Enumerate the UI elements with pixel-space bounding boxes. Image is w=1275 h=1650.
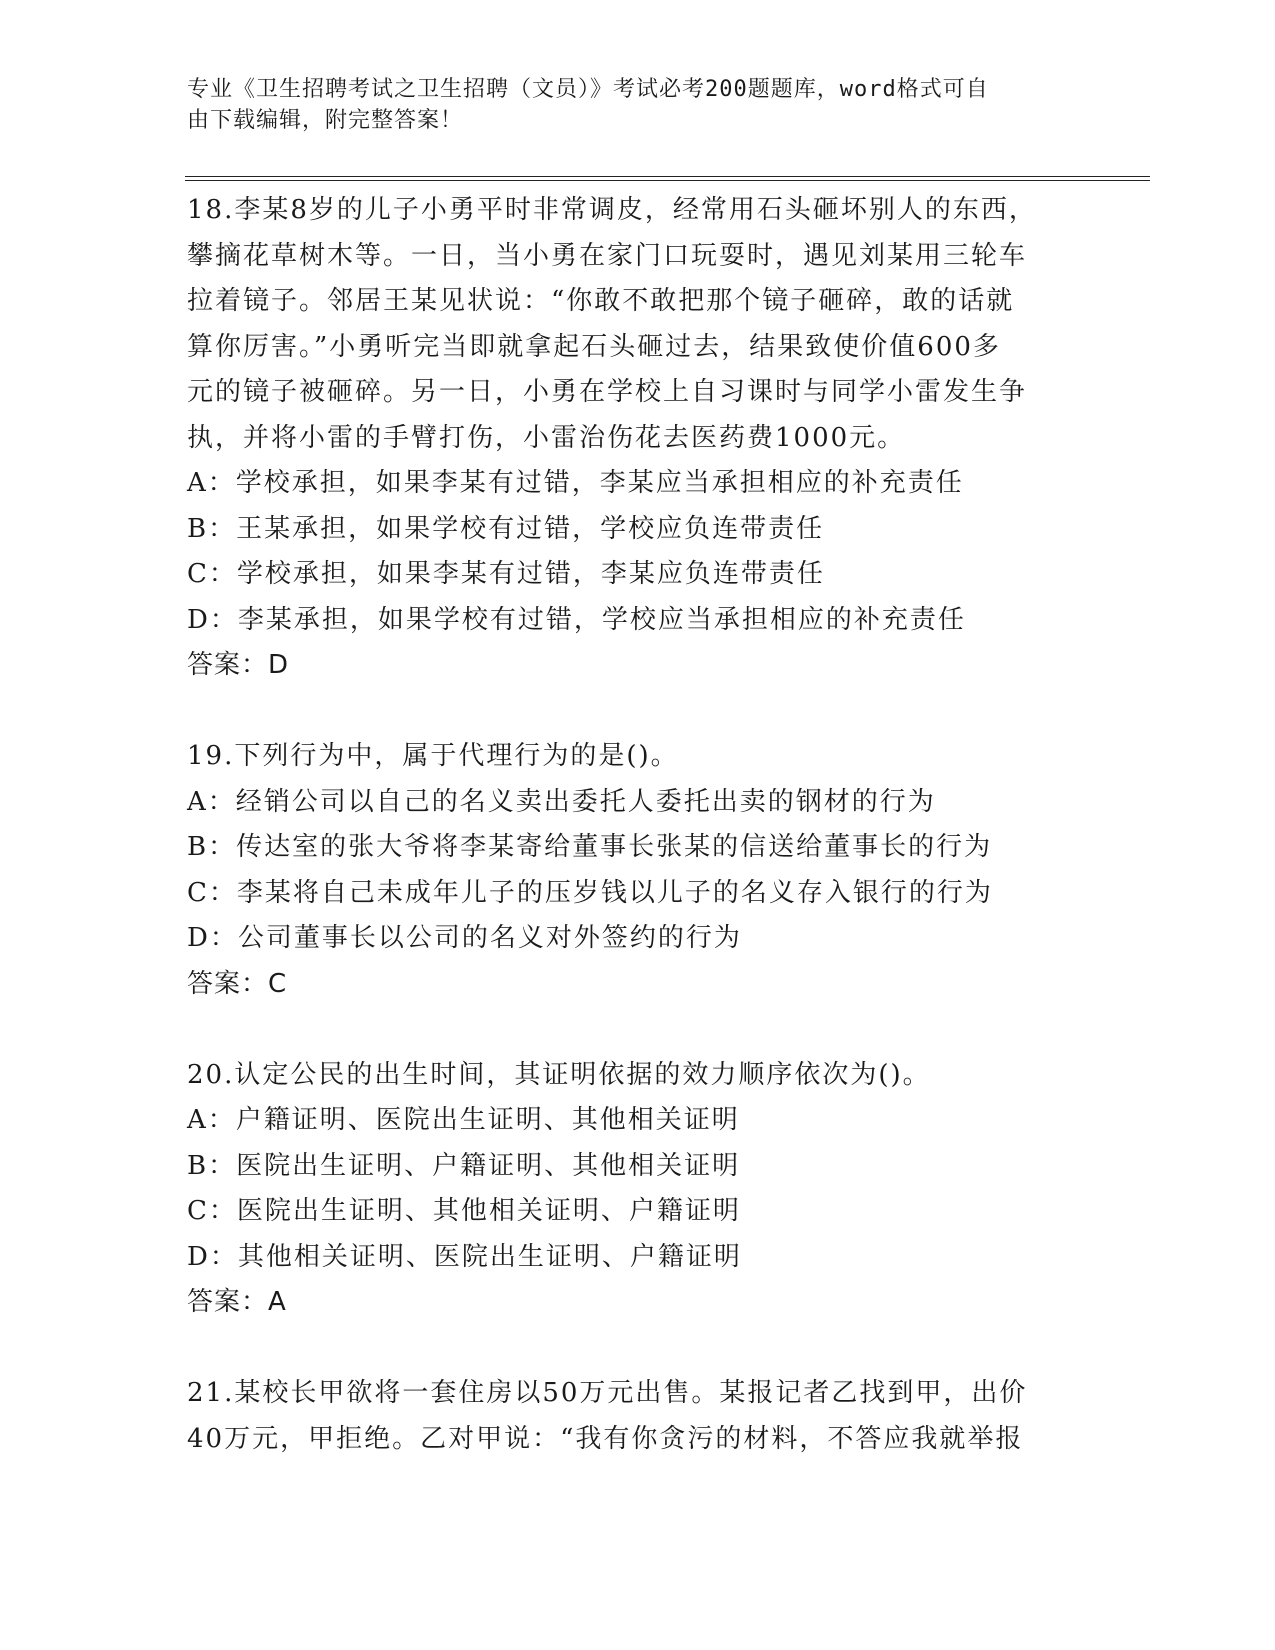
question-stem-line: 40万元，甲拒绝。乙对甲说：“我有你贪污的材料，不答应我就举报: [187, 1423, 1024, 1454]
header-line-1: 专业《卫生招聘考试之卫生招聘（文员）》考试必考200题题库，word格式可自: [187, 77, 989, 102]
option-b: B：医院出生证明、户籍证明、其他相关证明: [187, 1150, 741, 1181]
option-d: D：李某承担，如果学校有过错，学校应当承担相应的补充责任: [187, 604, 966, 635]
header-line-2: 由下载编辑，附完整答案！: [187, 108, 464, 133]
header-divider: [185, 176, 1150, 181]
question-19: [187, 734, 1067, 1007]
question-spacer: [187, 1007, 1067, 1053]
question-spacer: [187, 689, 1067, 735]
question-21: [187, 1371, 1067, 1462]
option-b: B：王某承担，如果学校有过错，学校应负连带责任: [187, 513, 825, 544]
question-stem-line: 算你厉害。”小勇听完当即就拿起石头砸过去，结果致使价值600多: [187, 331, 1001, 362]
question-stem-line: 21.某校长甲欲将一套住房以50万元出售。某报记者乙找到甲，出价: [187, 1378, 1028, 1408]
option-b: B：传达室的张大爷将李某寄给董事长张某的信送给董事长的行为: [187, 832, 993, 862]
question-spacer: [187, 1326, 1067, 1372]
question-stem-line: 18.李某8岁的儿子小勇平时非常调皮，经常用石头砸坏别人的东西，: [187, 195, 1037, 225]
option-a: A：经销公司以自己的名义卖出委托人委托出卖的钢材的行为: [187, 786, 936, 817]
question-stem-line: 20.认定公民的出生时间，其证明依据的效力顺序依次为()。: [187, 1059, 931, 1090]
question-stem-line: 拉着镜子。邻居王某见状说：“你敢不敢把那个镜子砸碎，敢的话就: [187, 286, 1015, 316]
question-20: [187, 1053, 1067, 1326]
question-stem-line: 执，并将小雷的手臂打伤，小雷治伤花去医药费1000元。: [187, 422, 906, 453]
question-stem-line: 19.下列行为中，属于代理行为的是()。: [187, 741, 679, 771]
question-stem-line: 攀摘花草树木等。一日，当小勇在家门口玩耍时，遇见刘某用三轮车: [187, 240, 1028, 271]
option-c: C：医院出生证明、其他相关证明、户籍证明: [187, 1196, 741, 1226]
answer-line: 答案：D: [187, 650, 290, 680]
option-c: C：学校承担，如果李某有过错，李某应负连带责任: [187, 559, 825, 589]
answer-line: 答案：C: [187, 968, 288, 999]
question-list: [187, 188, 1067, 1462]
option-a: A：学校承担，如果李某有过错，李某应当承担相应的补充责任: [187, 468, 964, 498]
question-18: [187, 188, 1067, 689]
option-c: C：李某将自己未成年儿子的压岁钱以儿子的名义存入银行的行为: [187, 877, 993, 908]
document-header: [187, 74, 1067, 136]
option-a: A：户籍证明、医院出生证明、其他相关证明: [187, 1105, 740, 1135]
option-d: D：其他相关证明、医院出生证明、户籍证明: [187, 1241, 742, 1272]
option-d: D：公司董事长以公司的名义对外签约的行为: [187, 923, 742, 953]
answer-line: 答案：A: [187, 1287, 287, 1317]
question-stem-line: 元的镜子被砸碎。另一日，小勇在学校上自习课时与同学小雷发生争: [187, 377, 1028, 407]
